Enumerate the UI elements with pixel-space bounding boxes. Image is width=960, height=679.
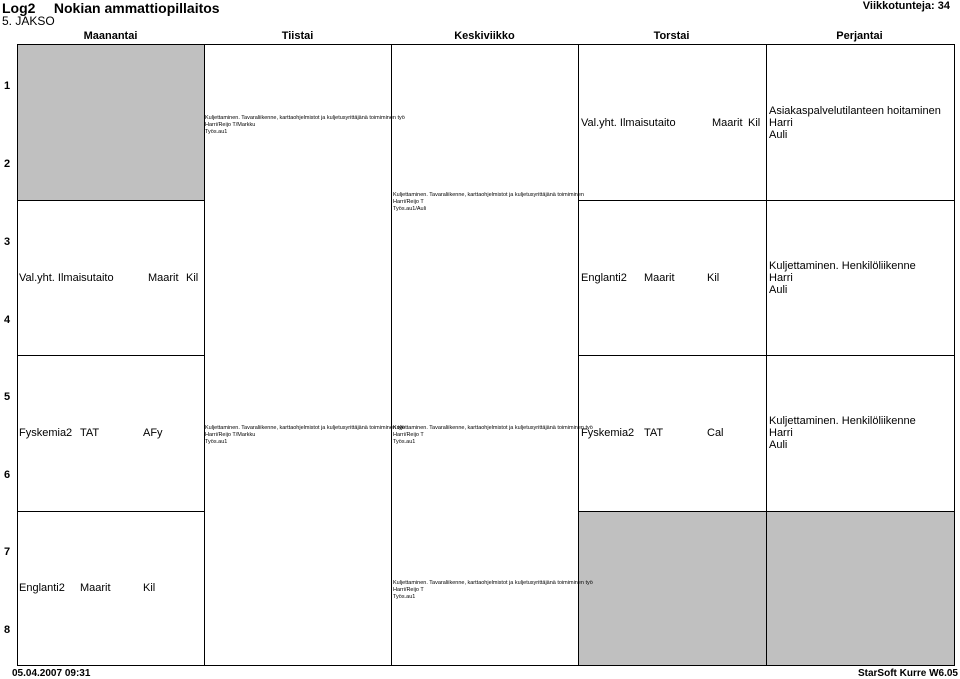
- lesson-teachers: Harri/Reijo T: [393, 199, 424, 205]
- lesson-subject: Englanti2: [19, 582, 65, 594]
- lesson-subject: Val.yht. Ilmaisutaito: [581, 117, 676, 129]
- period-number: 7: [4, 546, 11, 558]
- lesson-teacher: Harri: [769, 117, 793, 129]
- lesson-teachers: Harri/Reijo T/Markku: [205, 432, 256, 438]
- period-number: 6: [4, 469, 11, 481]
- lesson-teacher: Maarit: [712, 117, 743, 129]
- lesson-subject: Englanti2: [581, 272, 627, 284]
- grid-divider: [391, 44, 392, 666]
- group-code: Log2: [2, 0, 36, 16]
- lesson-teacher: Auli: [769, 284, 788, 296]
- lesson-wednesday-7-8: [393, 580, 593, 601]
- lesson-teacher: Maarit: [148, 272, 179, 284]
- lesson-tuesday-1-2: [205, 115, 405, 136]
- lesson-teachers: Harri/Reijo T: [393, 432, 424, 438]
- lesson-wednesday-2-3: [393, 192, 584, 213]
- lesson-title: Asiakaspalvelutilanteen hoitaminen: [769, 105, 941, 117]
- lesson-title: Kuljettaminen. Tavaraliikenne, karttaohjelmistot ja kuljetusyrittäjänä toimiminen: [393, 192, 584, 198]
- period-number: 3: [4, 236, 11, 248]
- lesson-room: Cal: [707, 427, 724, 439]
- lesson-teacher: Harri: [769, 272, 793, 284]
- lesson-title: Kuljettaminen. Tavaraliikenne, karttaohjelmistot ja kuljetusyrittäjänä toimiminen työ: [393, 425, 593, 431]
- grid-divider: [17, 355, 204, 356]
- lesson-teacher: Maarit: [80, 582, 111, 594]
- lesson-room: Kil: [707, 272, 720, 284]
- lesson-room: Kil: [143, 582, 156, 594]
- day-header-monday: Maanantai: [83, 30, 138, 42]
- lesson-room: Työs.au1: [205, 439, 228, 445]
- day-header-wednesday: Keskiviikko: [454, 30, 515, 42]
- software-version: StarSoft Kurre W6.05: [857, 668, 958, 679]
- day-header-thursday: Torstai: [653, 30, 690, 42]
- lesson-wednesday-5-6: [393, 425, 593, 446]
- grid-divider: [17, 200, 204, 201]
- lesson-friday-5-6: [769, 415, 916, 451]
- lesson-room: Kil: [748, 117, 761, 129]
- lesson-room: Työs.au1/Auli: [393, 206, 427, 212]
- grid-divider: [578, 355, 955, 356]
- lesson-title: Kuljettaminen. Tavaraliikenne, karttaohjelmistot ja kuljetusyrittäjänä toimiminen työ: [205, 115, 405, 121]
- lesson-room: Työs.au1: [393, 594, 416, 600]
- lesson-tuesday-5-6: [205, 425, 405, 446]
- period-number: 5: [4, 391, 11, 403]
- lesson-teacher: Maarit: [644, 272, 675, 284]
- lesson-title: Kuljettaminen. Henkilöliikenne: [769, 260, 916, 272]
- lesson-room: AFy: [143, 427, 163, 439]
- weekly-hours: Viikkotunteja: 34: [862, 0, 950, 12]
- lesson-teacher: Auli: [769, 439, 788, 451]
- period-number: 2: [4, 158, 11, 170]
- lesson-room: Työs.au1: [205, 129, 228, 135]
- period-number: 4: [4, 314, 11, 326]
- lesson-monday-5-6: [19, 427, 163, 439]
- lesson-subject: Fyskemia2: [581, 427, 635, 439]
- lesson-monday-3-4: [19, 272, 199, 284]
- lesson-subject: Val.yht. Ilmaisutaito: [19, 272, 114, 284]
- lesson-monday-7-8: [19, 582, 156, 594]
- grid-divider: [17, 511, 204, 512]
- period-number: 1: [4, 80, 11, 92]
- lesson-friday-3-4: [769, 260, 916, 296]
- lesson-title: Kuljettaminen. Tavaraliikenne, karttaohjelmistot ja kuljetusyrittäjänä toimiminen työ: [393, 580, 593, 586]
- lesson-teacher: TAT: [80, 427, 100, 439]
- lesson-teacher: Auli: [769, 129, 788, 141]
- lesson-room: Kil: [186, 272, 199, 284]
- lesson-thursday-1-2: [581, 117, 761, 129]
- print-timestamp: 05.04.2007 09:31: [12, 668, 91, 679]
- lesson-teachers: Harri/Reijo T/Markku: [205, 122, 256, 128]
- lesson-thursday-3-4: [581, 272, 720, 284]
- lesson-teacher: Harri: [769, 427, 793, 439]
- grid-divider: [204, 44, 205, 666]
- lesson-friday-1-2: [769, 105, 941, 141]
- period-number: 8: [4, 624, 11, 636]
- lesson-teachers: Harri/Reijo T: [393, 587, 424, 593]
- lesson-title: Kuljettaminen. Henkilöliikenne: [769, 415, 916, 427]
- day-header-tuesday: Tiistai: [281, 30, 314, 42]
- grid-divider: [578, 511, 955, 512]
- day-header-friday: Perjantai: [836, 30, 883, 42]
- lesson-room: Työs.au1: [393, 439, 416, 445]
- lesson-title: Kuljettaminen. Tavaraliikenne, karttaohjelmistot ja kuljetusyrittäjänä toimiminen työ: [205, 425, 405, 431]
- lesson-teacher: TAT: [644, 427, 664, 439]
- school-name: Nokian ammattiopillaitos: [53, 0, 220, 16]
- lesson-subject: Fyskemia2: [19, 427, 73, 439]
- grid-divider: [578, 200, 955, 201]
- lesson-thursday-5-6: [581, 427, 724, 439]
- period-label: 5. JAKSO: [2, 14, 55, 28]
